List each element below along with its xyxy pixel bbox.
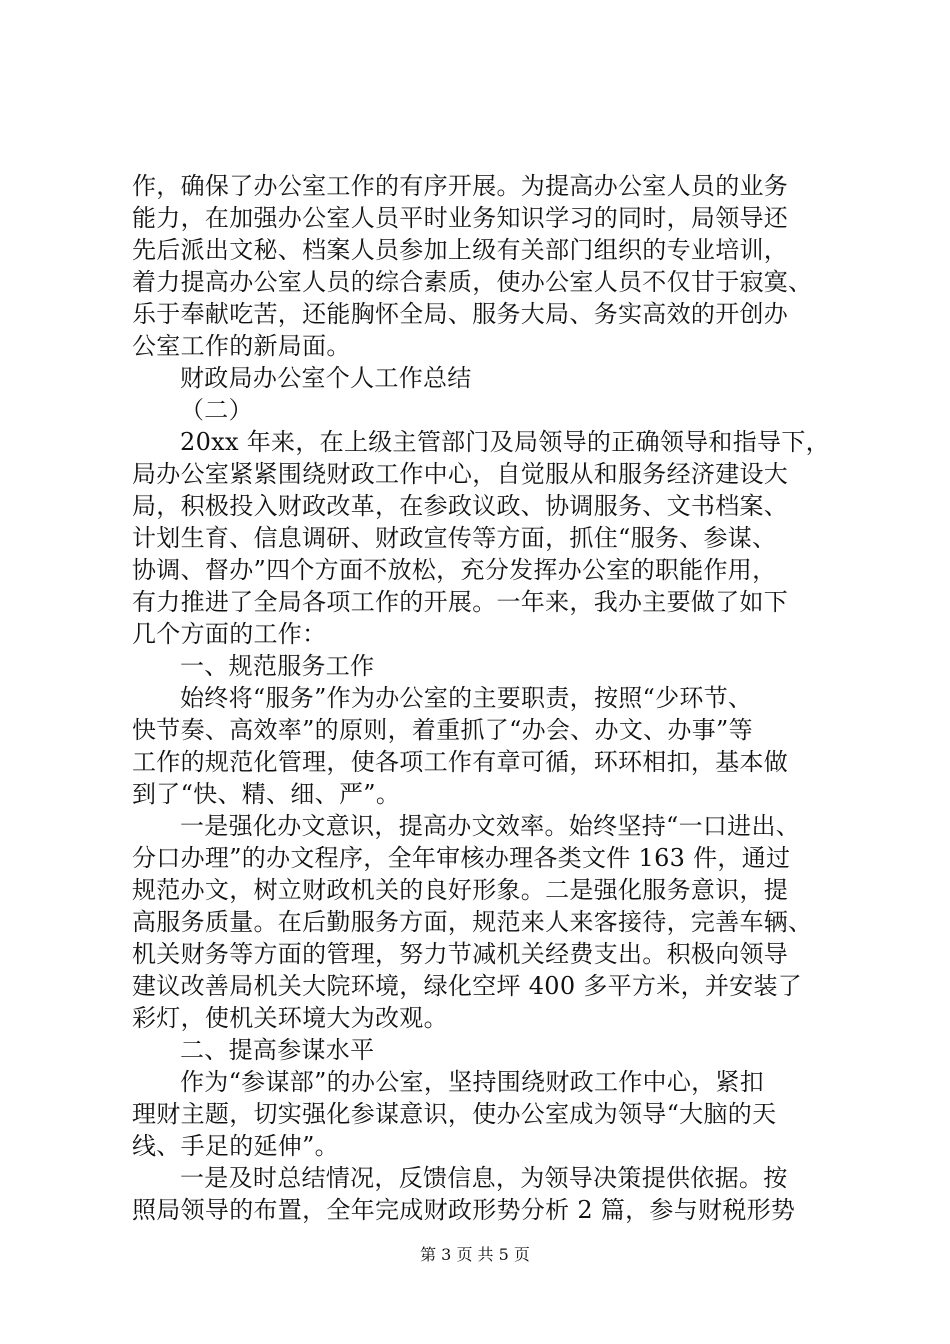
text-line: 着力提高办公室人员的综合素质，使办公室人员不仅甘于寂寞、 [132,268,813,296]
text-line: 始终将“服务”作为办公室的主要职责，按照“少环节、 [180,684,753,712]
text-line: 有力推进了全局各项工作的开展。一年来，我办主要做了如下 [132,588,789,616]
document-body [132,170,832,1226]
text-line: 作为“参谋部”的办公室，坚持围绕财政工作中心，紧扣 [180,1068,765,1096]
text-line: 20xx 年来，在上级主管部门及局领导的正确领导和指导下， [180,428,830,456]
text-line: 彩灯，使机关环境大为改观。 [132,1004,448,1032]
text-line: 先后派出文秘、档案人员参加上级有关部门组织的专业培训， [132,236,789,264]
section-subtitle: （二） [180,396,253,424]
text-line: 照局领导的布置，全年完成财政形势分析 2 篇，参与财税形势 [132,1196,796,1224]
text-line: 公室工作的新局面。 [132,332,351,360]
heading-line: 一、规范服务工作 [180,652,375,680]
page-number-footer: 第 3 页 共 5 页 [420,1245,530,1264]
text-line: 协调、督办”四个方面不放松，充分发挥办公室的职能作用， [132,556,777,584]
text-line: 一是及时总结情况，反馈信息，为领导决策提供依据。按 [180,1164,788,1192]
text-line: 到了“快、精、细、严”。 [132,780,401,808]
text-line: 理财主题，切实强化参谋意识，使办公室成为领导“大脑的天 [132,1100,777,1128]
text-line: 一是强化办文意识，提高办文效率。始终坚持“一口进出、 [180,812,801,840]
text-line: 快节奏、高效率”的原则，着重抓了“办会、办文、办事”等 [132,716,753,744]
text-line: 建议改善局机关大院环境，绿化空坪 400 多平方米，并安装了 [132,972,803,1000]
text-line: 作，确保了办公室工作的有序开展。为提高办公室人员的业务 [132,172,789,200]
text-line: 几个方面的工作： [132,620,327,648]
text-line: 工作的规范化管理，使各项工作有章可循，环环相扣，基本做 [132,748,789,776]
text-line: 局，积极投入财政改革，在参政议政、协调服务、文书档案、 [132,492,789,520]
text-line: 规范办文，树立财政机关的良好形象。二是强化服务意识，提 [132,876,789,904]
text-line: 高服务质量。在后勤服务方面，规范来人来客接待，完善车辆、 [132,908,813,936]
text-line: 线、手足的延伸”。 [132,1132,339,1160]
text-line: 机关财务等方面的管理，努力节减机关经费支出。积极向领导 [132,940,789,968]
heading-line: 二、提高参谋水平 [180,1036,375,1064]
section-title: 财政局办公室个人工作总结 [180,364,472,392]
text-line: 计划生育、信息调研、财政宣传等方面，抓住“服务、参谋、 [132,524,777,552]
text-line: 乐于奉献吃苦，还能胸怀全局、服务大局、务实高效的开创办 [132,300,789,328]
text-line: 局办公室紧紧围绕财政工作中心，自觉服从和服务经济建设大 [132,460,789,488]
text-line: 分口办理”的办文程序，全年审核办理各类文件 163 件，通过 [132,844,791,872]
text-line: 能力，在加强办公室人员平时业务知识学习的同时，局领导还 [132,204,789,232]
